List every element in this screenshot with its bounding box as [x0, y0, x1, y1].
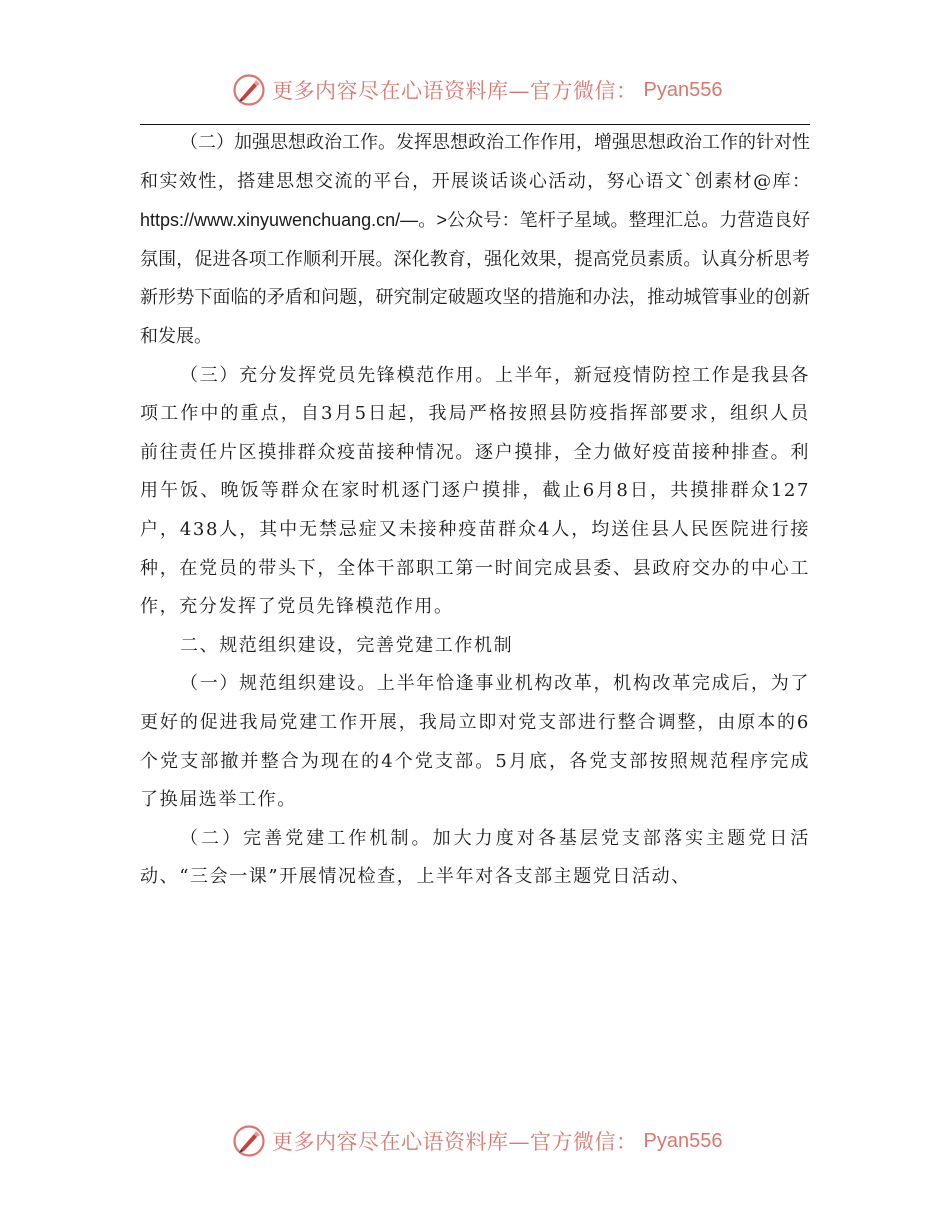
document-body: [140, 124, 810, 897]
paragraph-work-mechanism: （二）完善党建工作机制。加大力度对各基层党支部落实主题党日活动、“三会一课”开展情况检查，上半年对各支部主题党日活动、: [140, 827, 810, 888]
footer-watermark-banner: [232, 1123, 722, 1159]
footer-banner-text: 更多内容尽在心语资料库—官方微信：: [272, 1130, 638, 1154]
footer-wechat-id: Pyan556: [643, 1129, 723, 1152]
paragraph-political-work: [140, 124, 810, 357]
section-heading-organization: 二、规范组织建设，完善党建工作机制: [180, 634, 514, 656]
paragraph-political-work-part-b: 公众号：笔杆子星域。整理汇总。力营造良好氛围，促进各项工作顺利开展。深化教育，强化效果，提高党员素质。认真分析思考新形势下面临的矛盾和问题，研究制定破题攻坚的措施和办法，推动城管事业的创新和发展。: [140, 210, 811, 347]
pen-logo-icon: [232, 1124, 266, 1158]
paragraph-political-work-part-a: （二）加强思想政治工作。发挥思想政治工作作用，增强思想政治工作的针对性和实效性，搭建思想交流的平台，开展谈话谈心活动，努心语文`创素材@库：: [140, 132, 810, 192]
header-banner-text: 更多内容尽在心语资料库—官方微信：: [272, 79, 638, 103]
pen-logo-icon: [232, 73, 266, 107]
paragraph-organization-building: （一）规范组织建设。上半年恰逢事业机构改革，机构改革完成后，为了更好的促进我局党建工作开展，我局立即对党支部进行整合调整，由原本的6个党支部撤并整合为现在的4个党支部。5月底，各党支部按照规范程序完成了换届选举工作。: [140, 673, 810, 811]
watermark-url: https://www.xinyuwenchuang.cn/—。>: [140, 210, 447, 231]
paragraph-party-member-role: （三）充分发挥党员先锋模范作用。上半年，新冠疫情防控工作是我县各项工作中的重点，自3月5日起，我局严格按照县防疫指挥部要求，组织人员前往责任片区摸排群众疫苗接种情况。逐户摸排，全力做好疫苗接种排查。利用午饭、晚饭等群众在家时机逐门逐户摸排，截止6月8日，共摸排群众127户，438人，其中无禁忌症又未接种疫苗群众4人，均送住县人民医院进行接种，在党员的带头下，全体干部职工第一时间完成县委、县政府交办的中心工作，充分发挥了党员先锋模范作用。: [140, 364, 810, 618]
header-watermark-banner: [232, 72, 722, 108]
header-wechat-id: Pyan556: [643, 78, 723, 101]
